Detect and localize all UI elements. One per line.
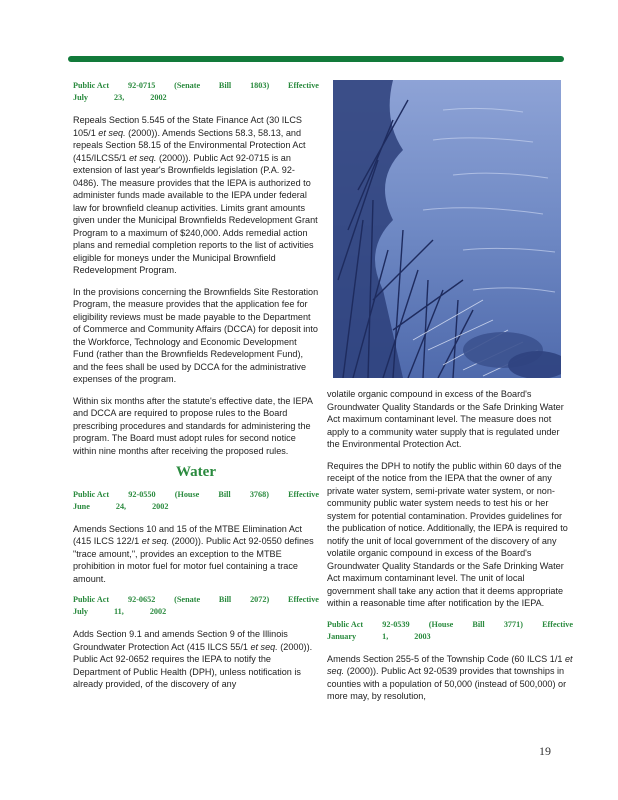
text-run: (2000)). Public Act 92-0550 defines "trace amount,", provides an exception to the MTBE prohibition in motor fuel for motor fuel containing a trace amount. xyxy=(73,536,314,584)
act-label: Public Act xyxy=(327,619,364,629)
paragraph-rulemaking: Within six months after the statute's effective date, the IEPA and DCCA are required to propose rules to the Board prescribing procedures and standards for administering the program. The Board must adopt rules for second notice within nine months after receiving the proposed rules. xyxy=(73,395,313,456)
page-number: 19 xyxy=(539,744,551,758)
act-effective-label: Effective xyxy=(288,595,319,604)
act-heading-92-0539 xyxy=(327,619,573,643)
act-number: 92-0539 xyxy=(382,619,410,629)
act-heading-92-0652 xyxy=(73,594,319,618)
paragraph-township-code xyxy=(327,653,573,703)
act-effective-day: 24, xyxy=(115,501,127,511)
act-bill-number: 1803) xyxy=(250,81,270,90)
section-heading-water: Water xyxy=(176,464,216,480)
text-run: Amends Sections 10 and 15 of the MTBE Elimination Act (415 ILCS 122/1 xyxy=(73,523,302,546)
text-run: Amends Section 255-5 of the Township Code (60 ILCS 1/1 xyxy=(327,653,565,664)
act-number: 92-0652 xyxy=(128,595,156,604)
text-run: (2000)). Public Act 92-0539 provides that townships in counties with a population of 50,000 (instead of 500,000) or more may, by resolution, xyxy=(327,666,567,701)
italic-text: et seq. xyxy=(327,653,573,676)
paragraph-dph-notification: Requires the DPH to notify the public within 60 days of the receipt of the notice from the IEPA that the owner of any private water system, semi-private water system, or non-community public water system needs to test his or her system for potential contamination. Provides guidelines for the publication of notice. Additionally, the IEPA is required to notify the unit of local government of the discovery of any volatile organic compound in excess of the Board's Groundwater Quality Standards or the Safe Drinking Water Act maximum contaminant level. The unit of local government shall take any action that it deems appropriate within a reasonable time after notification by the IEPA. xyxy=(327,460,568,608)
act-heading-92-0550 xyxy=(73,489,319,513)
text-run: (2000)). Public Act 92-0715 is an extension of last year's Brownfields legislation (P.A. 92-0486). The measure provides that the IEPA is authorized to administer funds made available to the IEPA under federal law for brownfield cleanup activities. Limits grant amounts given under the Municipal Brownfields Redevelopment Grant Program to a maximum of $240,000. Adds remedial action plans and remedial completion reports to the list of activities eligible for moneys under the Municipal Brownfield Redevelopment Program. xyxy=(73,152,318,275)
text-run: (2000)). Public Act 92-0652 requires the IEPA to notify the Department of Public Health (DPH), unless notification is already provided, of the discovery of any xyxy=(73,641,313,689)
italic-text: et seq. xyxy=(98,127,126,138)
paragraph-brownfields-site-restoration: In the provisions concerning the Brownfields Site Restoration Program, the measure provides that the application fee for eligibility reviews must be made payable to the Department of Commerce and Community Affairs (DCCA) for deposit into the Workforce, Technology and Economic Development Fund (rather than the Brownfields Redevelopment Fund), and the fees shall be used by DCCA for the administrative expenses of the program. xyxy=(73,286,319,384)
act-effective-month: January xyxy=(327,631,357,641)
paragraph-voc-exception: volatile organic compound in excess of the Board's Groundwater Quality Standards or the Safe Drinking Water Act maximum contaminant level. The measure does not apply to a community water supply that is regulated under the Environmental Protection Act. xyxy=(327,389,564,449)
paragraph-groundwater xyxy=(73,628,319,691)
act-bill-number: 3768) xyxy=(249,489,269,499)
act-effective-label: Effective xyxy=(288,81,319,90)
italic-text: et seq. xyxy=(141,536,170,546)
wetland-photo-art xyxy=(333,80,561,378)
act-effective-year: 2002 xyxy=(149,607,167,616)
text-run: Adds Section 9.1 and amends Section 9 of the Illinois Groundwater Protection Act (415 ILCS 55/1 xyxy=(73,629,288,652)
act-effective-label: Effective xyxy=(542,619,573,629)
act-chamber: (House xyxy=(428,619,454,629)
act-heading-92-0715 xyxy=(73,80,319,104)
italic-text: et seq. xyxy=(250,641,278,652)
right-column xyxy=(327,388,573,712)
act-effective-year: 2002 xyxy=(150,93,167,102)
act-bill-label: Bill xyxy=(218,81,232,90)
act-bill-number: 2072) xyxy=(250,595,270,604)
act-effective-day: 11, xyxy=(114,607,124,616)
act-effective-month: July xyxy=(73,93,89,102)
act-label: Public Act xyxy=(73,489,110,499)
act-number: 92-0550 xyxy=(128,489,156,499)
act-label: Public Act xyxy=(73,81,110,90)
act-bill-label: Bill xyxy=(218,595,232,604)
paragraph-92-0715-summary xyxy=(73,114,319,277)
act-effective-month: July xyxy=(73,607,89,616)
act-effective-label: Effective xyxy=(288,489,319,499)
act-effective-year: 2003 xyxy=(414,631,431,641)
left-column xyxy=(73,80,319,700)
act-bill-label: Bill xyxy=(472,619,485,629)
wetland-photo xyxy=(333,80,561,378)
text-run: (2000)). Amends Sections 58.3, 58.13, and repeals Section 58.15 of the Environmental Protection Act (415/ILCS5/1 xyxy=(73,127,306,163)
header-rule xyxy=(68,56,564,62)
act-effective-day: 1, xyxy=(382,631,389,641)
act-bill-label: Bill xyxy=(218,489,231,499)
act-label: Public Act xyxy=(73,595,110,604)
act-effective-year: 2002 xyxy=(152,501,169,511)
paragraph-mtbe xyxy=(73,523,319,586)
italic-text: et seq. xyxy=(129,152,157,163)
act-number: 92-0715 xyxy=(128,81,156,90)
act-chamber: (House xyxy=(174,489,200,499)
act-effective-month: June xyxy=(73,501,90,511)
act-chamber: (Senate xyxy=(174,595,201,604)
act-bill-number: 3771) xyxy=(503,619,523,629)
text-run: Repeals Section 5.545 of the State Finance Act (30 ILCS 105/1 xyxy=(73,115,302,138)
act-effective-day: 23, xyxy=(114,93,125,102)
act-chamber: (Senate xyxy=(174,81,201,90)
